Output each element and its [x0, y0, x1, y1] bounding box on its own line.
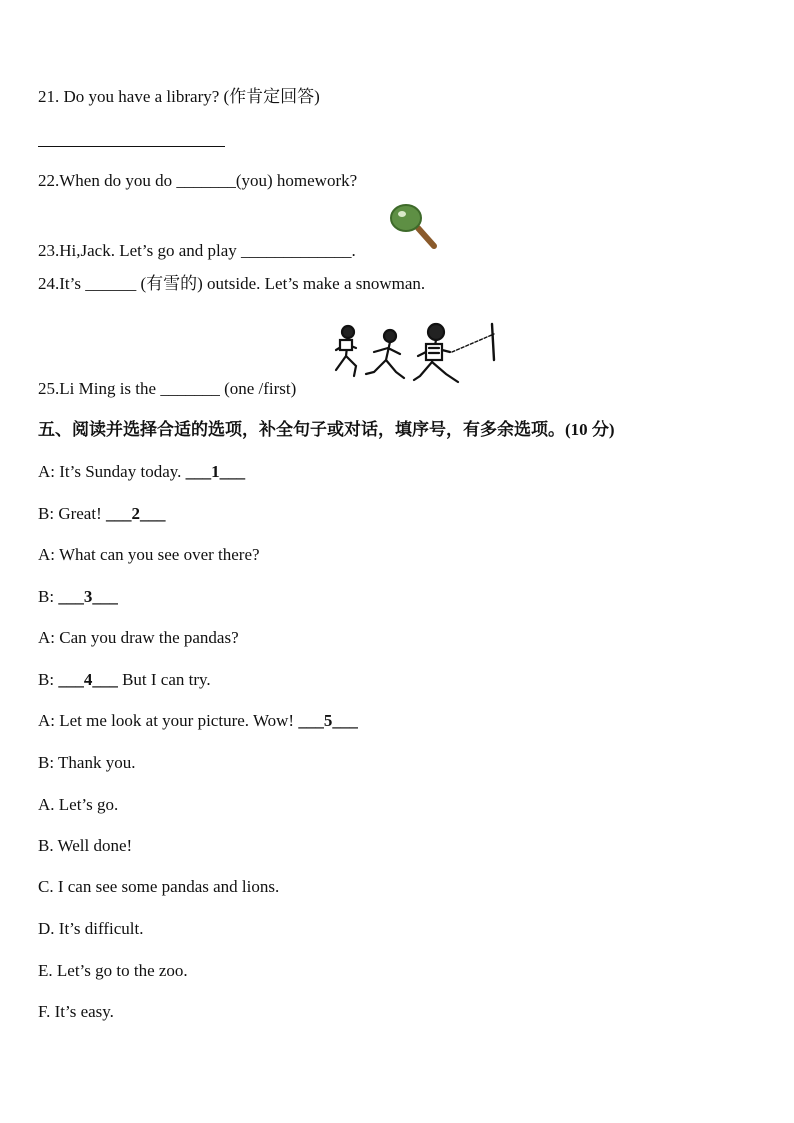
- option-a: A. Let’s go.: [38, 795, 119, 814]
- dialogue-line-6: [38, 669, 211, 691]
- question-23: [38, 240, 356, 262]
- q22-text-before: 22.When do you do: [38, 171, 177, 190]
- dialogue-speaker: A:: [38, 545, 59, 564]
- dialogue-line-5: [38, 627, 239, 649]
- dialogue-line-8: [38, 752, 135, 774]
- dialogue-line-1: [38, 461, 245, 483]
- question-24: [38, 273, 425, 295]
- option-c: C. I can see some pandas and lions.: [38, 877, 280, 896]
- dialogue-speaker: A:: [38, 462, 60, 481]
- question-22: [38, 170, 357, 192]
- dialogue-blank-5: ___5___: [298, 711, 358, 730]
- dialogue-speaker: A:: [38, 628, 60, 647]
- option-b: B. Well done!: [38, 836, 133, 855]
- q25-text-before: 25.Li Ming is the: [38, 379, 161, 398]
- section-5-heading: 五、阅读并选择合适的选项，补全句子或对话，填序号，有多余选项。(10 分): [38, 420, 615, 439]
- dialogue-speaker: A:: [38, 711, 60, 730]
- dialogue-speaker: B:: [38, 670, 59, 689]
- dialogue-blank-4: ___4___: [58, 670, 118, 689]
- dialogue-speaker: B:: [38, 587, 59, 606]
- dialogue-text: Let me look at your picture. Wow!: [59, 711, 299, 730]
- option-d: D. It’s difficult.: [38, 919, 144, 938]
- dialogue-line-2: [38, 503, 165, 525]
- q24-text-before: 24.It’s: [38, 274, 86, 293]
- ping-pong-paddle-icon: [388, 202, 444, 254]
- q23-blank: _____________.: [241, 241, 356, 260]
- q25-text-after: (one /first): [219, 379, 297, 398]
- dialogue-text: Thank you.: [58, 753, 136, 772]
- question-25: [38, 378, 296, 400]
- question-21: 21. Do you have a library? (作肯定回答): [38, 87, 320, 106]
- q22-blank: _______: [176, 171, 236, 190]
- option-e: E. Let’s go to the zoo.: [38, 961, 188, 980]
- dialogue-speaker: B:: [38, 753, 59, 772]
- q23-text-before: 23.Hi,Jack. Let’s go and play: [38, 241, 242, 260]
- dialogue-blank-2: ___2___: [105, 504, 166, 523]
- dialogue-text: Great!: [58, 504, 106, 523]
- dialogue-text: Can you draw the pandas?: [59, 628, 239, 647]
- dialogue-text-after: But I can try.: [117, 670, 211, 689]
- q25-blank: _______: [160, 379, 220, 398]
- dialogue-line-3: [38, 544, 260, 566]
- q22-text-after: (you) homework?: [235, 171, 358, 190]
- running-race-illustration: [326, 320, 500, 392]
- q24-text-after: (有雪的) outside. Let’s make a snowman.: [136, 274, 426, 293]
- dialogue-line-4: [38, 586, 118, 608]
- dialogue-blank-3: ___3___: [58, 587, 118, 606]
- dialogue-line-7: [38, 710, 358, 732]
- answer-line-21: [38, 146, 225, 147]
- q24-blank: ______: [85, 274, 137, 293]
- option-f: F. It’s easy.: [38, 1002, 114, 1021]
- dialogue-speaker: B:: [38, 504, 59, 523]
- dialogue-text: What can you see over there?: [58, 545, 260, 564]
- dialogue-blank-1: ___1___: [185, 462, 246, 481]
- dialogue-text: It’s Sunday today.: [59, 462, 186, 481]
